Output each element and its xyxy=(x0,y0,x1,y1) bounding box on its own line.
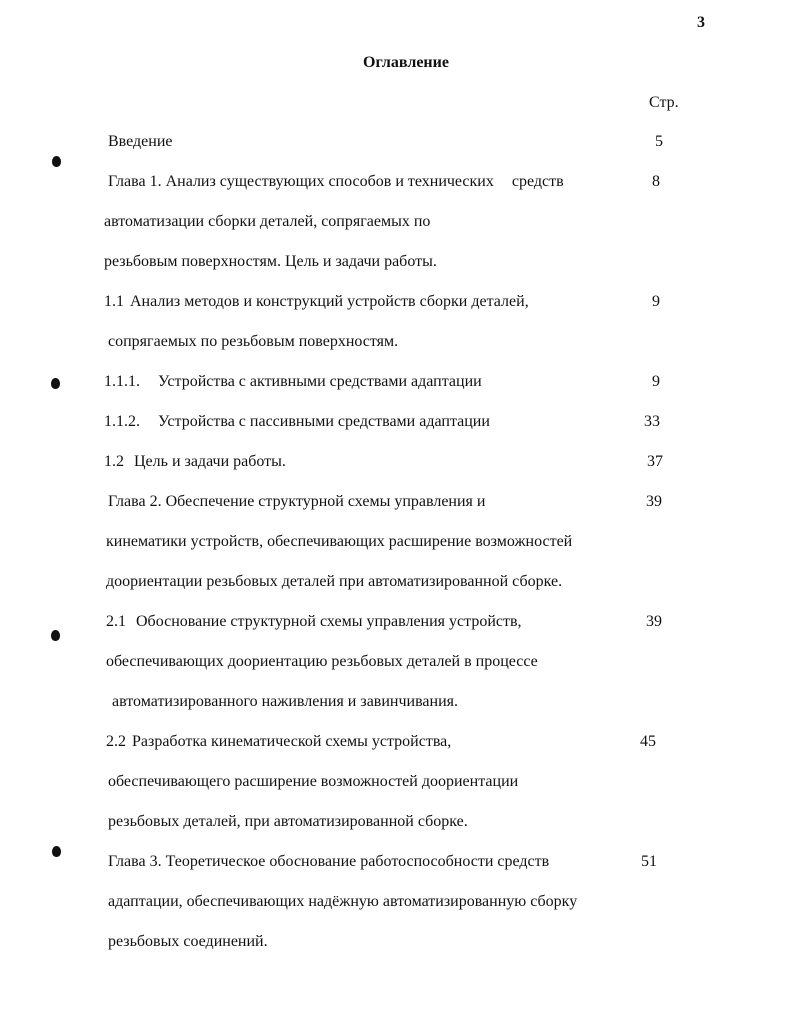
toc-page-number: 9 xyxy=(652,373,660,390)
toc-entry-section-2-2 xyxy=(106,732,451,752)
toc-entry-text: Устройства с пассивными средствами адаптации xyxy=(158,413,490,430)
toc-entry-text: Обоснование структурной схемы управления устройств, xyxy=(136,613,522,630)
toc-entry-text: Анализ методов и конструкций устройств сборки деталей, xyxy=(130,293,529,310)
margin-mark xyxy=(52,846,61,857)
toc-entry-text: сопрягаемых по резьбовым поверхностям. xyxy=(108,333,399,350)
toc-entry-text: резьбовых деталей, при автоматизированной сборке. xyxy=(108,813,468,830)
toc-entry-text: Глава 1. Анализ существующих способов и технических xyxy=(108,173,494,190)
toc-entry-number: 2.1 xyxy=(106,613,126,630)
toc-entry-section-1-1 xyxy=(104,292,529,312)
toc-entry-text: автоматизации сборки деталей, сопрягаемых по xyxy=(104,213,431,230)
margin-mark xyxy=(51,630,60,641)
toc-page-number: 39 xyxy=(646,613,662,630)
toc-entry-chapter-3: Глава 3. Теоретическое обоснование работоспособности средств xyxy=(108,853,550,870)
toc-page-number: 51 xyxy=(641,853,657,870)
toc-entry-text: Устройства с активными средствами адаптации xyxy=(158,373,482,390)
toc-entry-chapter-2: Глава 2. Обеспечение структурной схемы управления и xyxy=(108,493,486,510)
toc-entry-text: кинематики устройств, обеспечивающих расширение возможностей xyxy=(106,533,573,550)
toc-page-number: 45 xyxy=(640,733,656,750)
margin-mark xyxy=(51,378,60,389)
toc-entry-section-1-1-2 xyxy=(104,412,490,432)
toc-entry-number: 1.1.2. xyxy=(104,413,140,430)
toc-page-number: 39 xyxy=(646,493,662,510)
page-title: Оглавление xyxy=(363,54,449,71)
toc-page-number: 33 xyxy=(644,413,660,430)
toc-entry-introduction: Введение xyxy=(108,133,173,150)
pages-column-label: Стр. xyxy=(649,94,679,111)
toc-entry-number: 1.1 xyxy=(104,293,124,310)
toc-page-number: 8 xyxy=(652,173,660,190)
toc-entry-section-1-2 xyxy=(104,452,286,472)
toc-entry-text: адаптации, обеспечивающих надёжную автоматизированную сборку xyxy=(108,893,578,910)
toc-entry-number: 1.2 xyxy=(104,453,124,470)
toc-page-number: 37 xyxy=(647,453,663,470)
page-number: 3 xyxy=(697,14,705,31)
toc-entry-text: автоматизированного наживления и завинчивания. xyxy=(112,693,459,710)
toc-entry-text: доориентации резьбовых деталей при автоматизированной сборке. xyxy=(106,573,563,590)
toc-entry-text: обеспечивающего расширение возможностей доориентации xyxy=(108,773,519,790)
toc-entry-text: средств xyxy=(511,173,564,190)
toc-entry-text: обеспечивающих доориентацию резьбовых деталей в процессе xyxy=(106,653,538,670)
toc-entry-number: 1.1.1. xyxy=(104,373,140,390)
toc-entry-text: резьбовым поверхностям. Цель и задачи работы. xyxy=(104,253,437,270)
toc-entry-text: Разработка кинематической схемы устройства, xyxy=(132,733,452,750)
toc-entry-number: 2.2 xyxy=(106,733,126,750)
toc-page-number: 9 xyxy=(652,293,660,310)
toc-entry-text: Цель и задачи работы. xyxy=(134,453,286,470)
toc-entry-section-1-1-1 xyxy=(104,372,482,392)
toc-entry-section-2-1 xyxy=(106,612,522,632)
margin-mark xyxy=(52,156,61,167)
toc-entry-text: резьбовых соединений. xyxy=(108,933,268,950)
toc-entry-chapter-1 xyxy=(108,172,564,192)
toc-page-number: 5 xyxy=(655,133,663,150)
